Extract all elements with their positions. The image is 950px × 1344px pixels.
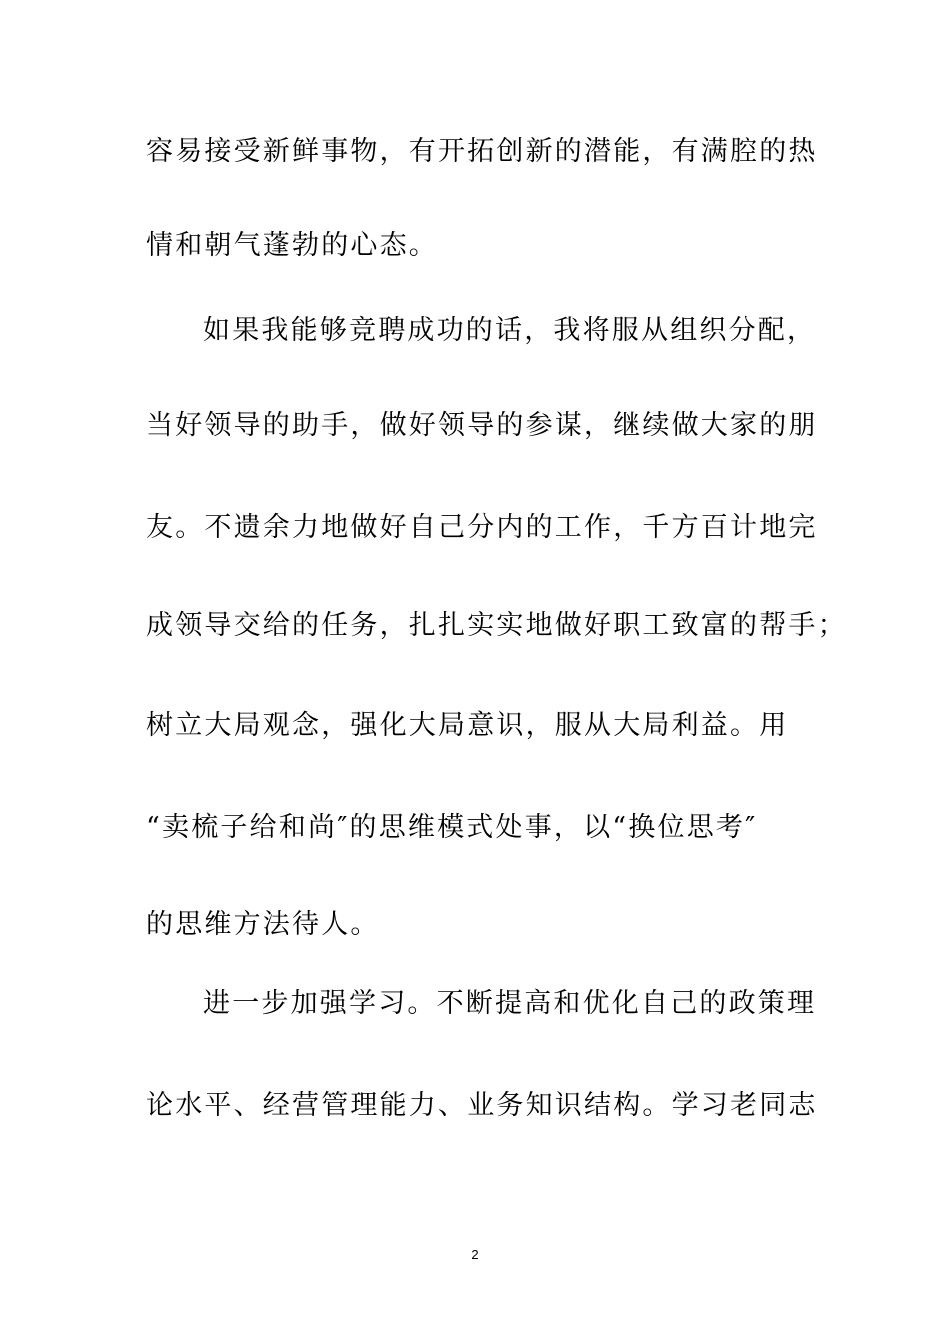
paragraph-start-line: 如果我能够竞聘成功的话，我将服从组织分配，: [203, 315, 817, 346]
text-line: 树立大局观念，强化大局意识，服从大局利益。用: [146, 710, 789, 741]
text-line: 友。不遗余力地做好自己分内的工作，千方百计地完: [146, 512, 818, 543]
text-line: 的思维方法待人。: [146, 909, 380, 940]
text-line: 容易接受新鲜事物，有开拓创新的潜能，有满腔的热: [146, 136, 818, 167]
page-number: 2: [471, 1247, 479, 1262]
text-line: 情和朝气蓬勃的心态。: [146, 230, 438, 261]
text-line: 当好领导的助手，做好领导的参谋，继续做大家的朋: [146, 410, 818, 441]
paragraph-start-line: 进一步加强学习。不断提高和优化自己的政策理: [203, 988, 817, 1019]
text-line: 论水平、经营管理能力、业务知识结构。学习老同志: [146, 1090, 818, 1121]
text-line: 成领导交给的任务，扎扎实实地做好职工致富的帮手；: [146, 610, 847, 641]
text-line: “卖梳子给和尚″的思维模式处事，以“换位思考″: [146, 812, 758, 843]
